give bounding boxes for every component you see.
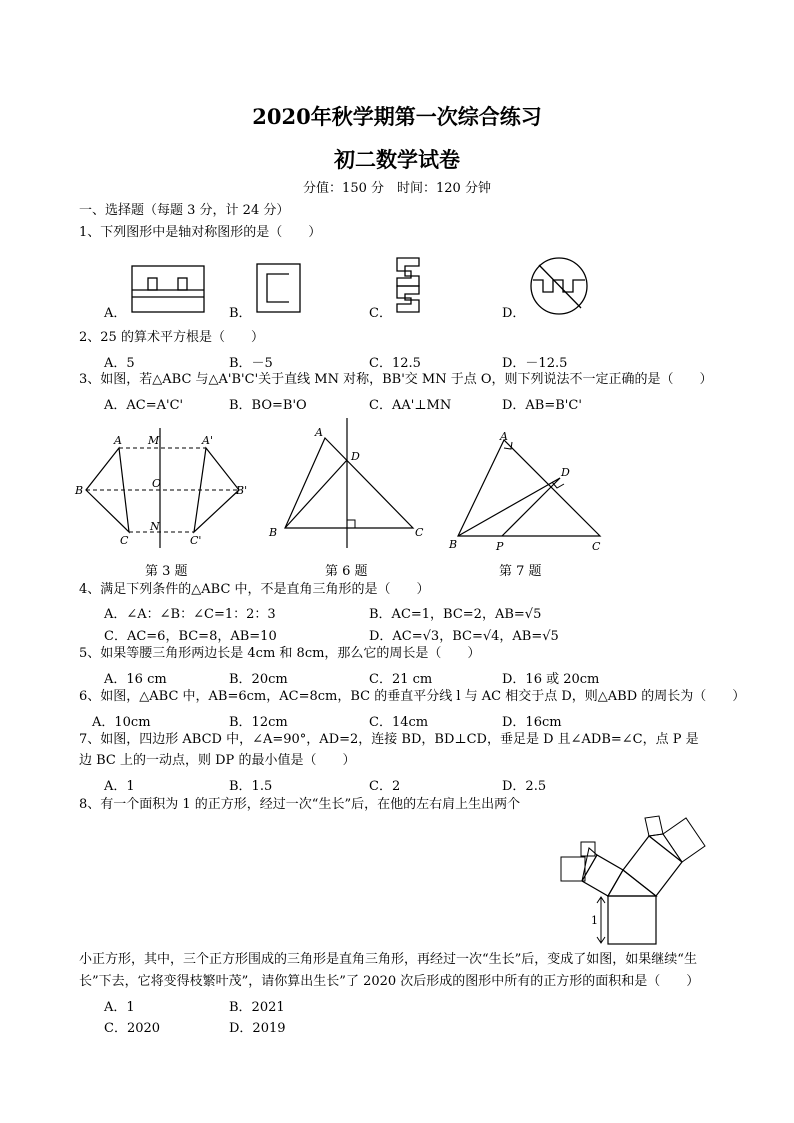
fig3-label-b: B [75,484,84,497]
q1-figure-d [529,256,591,318]
question-8-stem-cont: 小正方形，其中，三个正方形围成的三角形是直角三角形，再经过一次“生长”后，变成了如图，如果继续“生 [79,952,697,967]
question-2-option-a: A．5 [104,356,135,371]
question-2-option-b: B．－5 [229,356,273,371]
question-7-option-a: A．1 [104,779,135,794]
fig3-label-a: A [114,434,122,447]
fig3-label-c-prime: C' [190,534,202,547]
question-6-option-c: C．14cm [369,715,429,730]
question-2-option-d: D．－12.5 [502,356,568,371]
question-3-option-b: B．BO=B'O [229,398,307,413]
section-heading: 一、选择题（每题 3 分，计 24 分） [79,203,290,218]
question-5-option-c: C．21 cm [369,672,433,687]
fig3-label-o: O [152,477,162,490]
question-4-option-b: B．AC=1，BC=2，AB=√5 [369,607,542,622]
question-7-option-b: B．1.5 [229,779,273,794]
fig7-label-b: B [449,538,458,551]
exam-subtitle: 初二数学试卷 [334,147,460,172]
question-3-option-a: A．AC=A'C' [104,398,184,413]
question-2-option-c: C．12.5 [369,356,421,371]
figure-3-caption: 第 3 题 [145,564,188,579]
question-6-option-d: D．16cm [502,715,562,730]
question-7-stem: 7、如图，四边形 ABCD 中，∠A=90°，AD=2，连接 BD，BD⊥CD，垂足是 D 且∠ADB=∠C，点 P 是 [79,732,699,747]
question-8-option-d: D．2019 [229,1021,286,1036]
figure-6-caption: 第 6 题 [325,564,368,579]
question-4-stem: 4、满足下列条件的△ABC 中，不是直角三角形的是（ ） [79,582,430,597]
fig6-label-d: D [351,450,360,463]
question-1-option-d: D． [502,306,526,321]
question-3-option-d: D．AB=B'C' [502,398,582,413]
question-1-option-b: B． [229,306,252,321]
figure-6 [265,414,435,554]
fig6-label-a: A [315,426,323,439]
fig7-label-d: D [561,466,570,479]
fig6-label-b: B [269,526,278,539]
q1-figure-c [394,256,424,316]
question-1-option-a: A． [104,306,127,321]
fig6-label-c: C [415,526,424,539]
exam-title: 2020年秋学期第一次综合练习 [252,104,542,129]
fig3-label-b-prime: B' [236,484,248,497]
question-8-option-b: B．2021 [229,1000,285,1015]
question-3-stem: 3、如图，若△ABC 与△A'B'C'关于直线 MN 对称，BB'交 MN 于点 O，则下列说法不一定正确的是（ ） [79,372,713,387]
fig3-label-c: C [120,534,129,547]
question-5-stem: 5、如果等腰三角形两边长是 4cm 和 8cm，那么它的周长是（ ） [79,646,481,661]
fig7-label-p: P [496,540,504,553]
exam-meta: 分值：150 分 时间：120 分钟 [303,181,491,196]
fig3-label-m: M [148,434,160,447]
question-7-option-d: D．2.5 [502,779,547,794]
question-4-option-d: D．AC=√3，BC=√4，AB=√5 [369,629,559,644]
question-7-stem-cont: 边 BC 上的一动点，则 DP 的最小值是（ ） [79,753,356,768]
question-5-option-b: B．20cm [229,672,288,687]
figure-8 [555,800,715,950]
q1-figure-a [130,264,210,314]
question-6-option-a: A．10cm [92,715,151,730]
question-8-option-c: C．2020 [104,1021,161,1036]
figure-3 [74,420,274,560]
figure-7 [444,428,614,558]
question-4-option-a: A．∠A：∠B：∠C=1：2：3 [104,607,276,622]
question-8-option-a: A．1 [104,1000,135,1015]
question-1-option-c: C． [369,306,392,321]
question-7-option-c: C．2 [369,779,401,794]
question-5-option-d: D．16 或 20cm [502,672,600,687]
q1-figure-b [255,262,305,317]
fig7-label-a: A [500,430,508,443]
question-4-option-c: C．AC=6，BC=8，AB=10 [104,629,277,644]
question-1-stem: 1、下列图形中是轴对称图形的是（ ） [79,225,322,240]
fig3-label-a-prime: A' [202,434,213,447]
fig7-label-c: C [592,540,601,553]
question-6-option-b: B．12cm [229,715,288,730]
question-8-stem: 8、有一个面积为 1 的正方形，经过一次“生长”后，在他的左右肩上生出两个 [79,797,521,812]
question-5-option-a: A．16 cm [104,672,167,687]
figure-7-caption: 第 7 题 [499,564,542,579]
fig3-label-n: N [150,520,160,533]
question-3-option-c: C．AA'⊥MN [369,398,452,413]
question-8-stem-cont2: 长”下去，它将变得枝繁叶茂”，请你算出生长”了 2020 次后形成的图形中所有的正方形的面积和是（ ） [79,974,700,989]
question-2-stem: 2、25 的算术平方根是（ ） [79,330,264,345]
fig8-label-1: 1 [591,914,598,927]
question-6-stem: 6、如图，△ABC 中，AB=6cm，AC=8cm，BC 的垂直平分线 l 与 AC 相交于点 D，则△ABD 的周长为（ ） [79,689,746,704]
